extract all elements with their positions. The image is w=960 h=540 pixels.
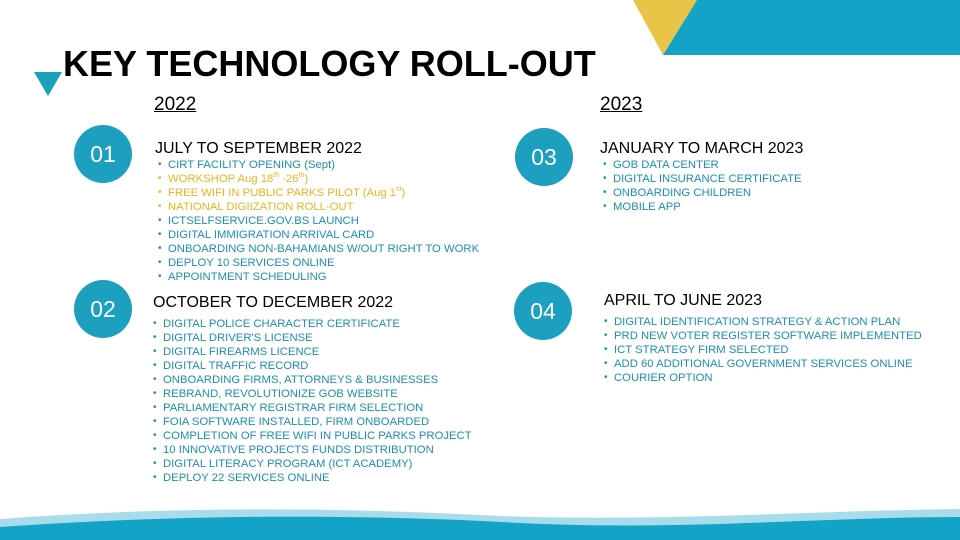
list-item [153, 457, 472, 471]
phase-number-badge [74, 125, 132, 183]
item-text: ADD 60 ADDITIONAL GOVERNMENT SERVICES ONLINE [614, 358, 913, 370]
item-text: COMPLETION OF FREE WIFI IN PUBLIC PARKS PROJECT [163, 430, 472, 442]
list-item [604, 343, 922, 357]
list-item [603, 200, 802, 214]
page-title: KEY TECHNOLOGY ROLL-OUT [63, 43, 596, 84]
phase-number: 01 [90, 140, 116, 167]
list-item [158, 172, 479, 186]
item-text: CIRT FACILITY OPENING (Sept) [168, 159, 335, 171]
item-text: ICT STRATEGY FIRM SELECTED [614, 344, 789, 356]
phase-number-badge [515, 128, 573, 186]
phase-title: JULY TO SEPTEMBER 2022 [155, 140, 362, 157]
item-text: DIGITAL TRAFFIC RECORD [163, 360, 309, 372]
item-text: GOB DATA CENTER [613, 159, 719, 171]
phase-item-list [153, 317, 472, 485]
phase-number-badge [74, 280, 132, 338]
item-text: DIGITAL IMMIGRATION ARRIVAL CARD [168, 229, 375, 241]
item-text: DEPLOY 22 SERVICES ONLINE [163, 472, 330, 484]
teal-triangle-marker [34, 72, 64, 98]
item-text: REBRAND, REVOLUTIONIZE GOB WEBSITE [163, 388, 398, 400]
list-item [153, 317, 472, 331]
year-heading-2023: 2023 [600, 94, 643, 115]
item-text: PRD NEW VOTER REGISTER SOFTWARE IMPLEMENTED [614, 330, 922, 342]
list-item [158, 200, 479, 214]
list-item [153, 387, 472, 401]
item-text: FOIA SOFTWARE INSTALLED, FIRM ONBOARDED [163, 416, 430, 428]
list-item [603, 158, 802, 172]
list-item [153, 401, 472, 415]
phase-title: APRIL TO JUNE 2023 [604, 292, 762, 309]
list-item [604, 371, 922, 385]
item-text: -26 [279, 173, 299, 185]
phase-number: 02 [90, 295, 116, 322]
ordinal-suffix: st [396, 186, 402, 194]
list-item [153, 345, 472, 359]
item-text: DEPLOY 10 SERVICES ONLINE [168, 257, 335, 269]
list-item [604, 315, 922, 329]
list-item [604, 357, 922, 371]
year-heading-2022: 2022 [154, 94, 197, 115]
item-text: PARLIAMENTARY REGISTRAR FIRM SELECTION [163, 402, 424, 414]
item-text: ICTSELFSERVICE.GOV.BS LAUNCH [168, 215, 359, 227]
list-item [158, 214, 479, 228]
list-item [153, 415, 472, 429]
phase-number-badge [514, 282, 572, 340]
phase-item-list [603, 158, 802, 214]
list-item [158, 256, 479, 270]
item-text: DIGITAL POLICE CHARACTER CERTIFICATE [163, 318, 400, 330]
item-text: DIGITAL LITERACY PROGRAM (ICT ACADEMY) [163, 458, 413, 470]
item-text: DIGITAL FIREARMS LICENCE [163, 346, 320, 358]
list-item [604, 329, 922, 343]
item-text: ONBOARDING NON-BAHAMIANS W/OUT RIGHT TO WORK [168, 243, 480, 255]
list-item [153, 471, 472, 485]
bottom-wave [0, 505, 960, 540]
item-text: APPOINTMENT SCHEDULING [168, 271, 327, 283]
item-text: WORKSHOP Aug 18 [168, 173, 274, 185]
item-text: FREE WIFI IN PUBLIC PARKS PILOT (Aug 1 [168, 187, 397, 199]
list-item [158, 158, 479, 172]
phase-item-list [604, 315, 922, 385]
item-text: MOBILE APP [613, 201, 681, 213]
list-item [153, 429, 472, 443]
item-text: DIGITAL INSURANCE CERTIFICATE [613, 173, 802, 185]
item-text: ) [304, 173, 309, 185]
list-item [603, 172, 802, 186]
list-item [153, 443, 472, 457]
list-item [603, 186, 802, 200]
item-text: DIGITAL DRIVER'S LICENSE [163, 332, 313, 344]
phase-title: JANUARY TO MARCH 2023 [600, 140, 804, 157]
item-text: COURIER OPTION [614, 372, 713, 384]
list-item [158, 270, 479, 284]
item-text: ONBOARDING FIRMS, ATTORNEYS & BUSINESSES [163, 374, 439, 386]
list-item [153, 373, 472, 387]
ordinal-suffix: th [298, 172, 305, 180]
list-item [153, 331, 472, 345]
list-item [153, 359, 472, 373]
item-text: DIGITAL IDENTIFICATION STRATEGY & ACTION PLAN [614, 316, 901, 328]
list-item [158, 228, 479, 242]
item-text: ONBOARDING CHILDREN [613, 187, 752, 199]
item-text: ) [401, 187, 406, 199]
phase-item-list [158, 158, 479, 284]
phase-number: 03 [531, 143, 557, 170]
item-text: NATIONAL DIGIIZATION ROLL-OUT [168, 201, 354, 213]
ordinal-suffix: th [273, 172, 280, 180]
phase-number: 04 [530, 297, 556, 324]
phase-title: OCTOBER TO DECEMBER 2022 [153, 294, 394, 311]
list-item [158, 186, 479, 200]
item-text: 10 INNOVATIVE PROJECTS FUNDS DISTRIBUTION [163, 444, 434, 456]
teal-banner [663, 0, 960, 55]
list-item [158, 242, 479, 256]
